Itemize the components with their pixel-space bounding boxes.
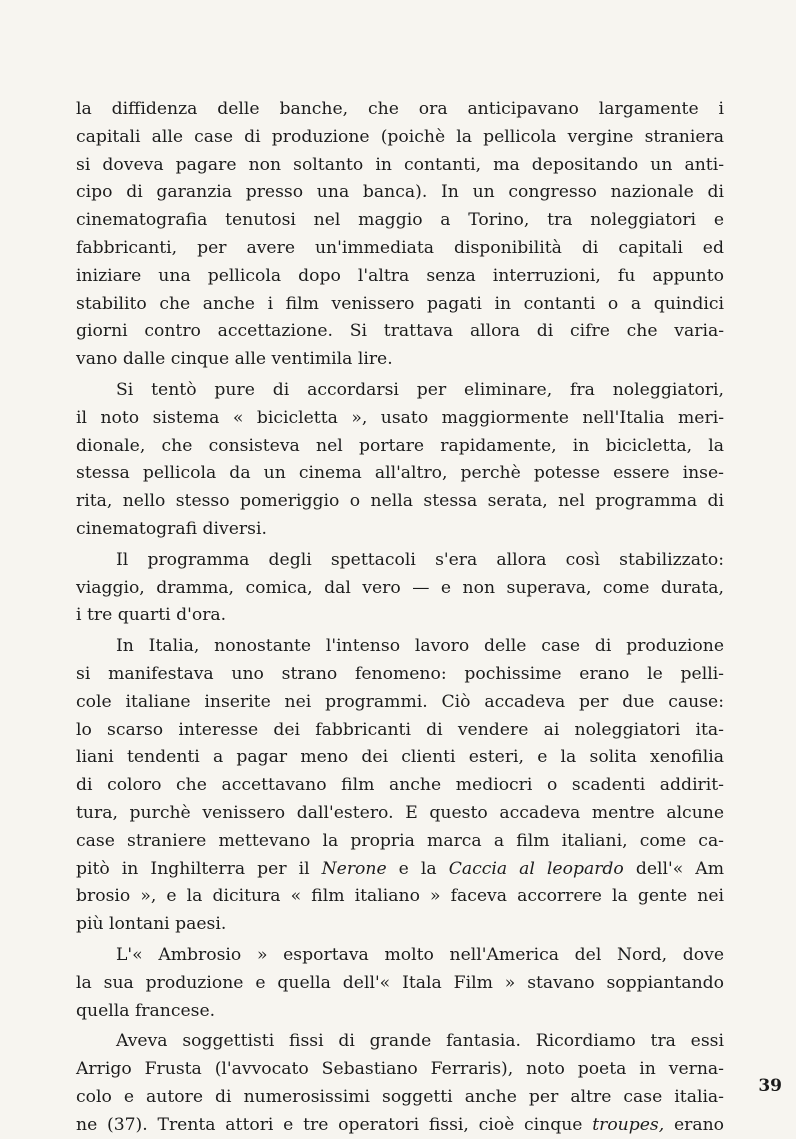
text-line: vano dalle cinque alle ventimila lire. bbox=[76, 349, 393, 370]
text-line: fabbricanti, per avere un'immediata disponibilità di capitali ed bbox=[76, 237, 724, 258]
text-fragment: erano bbox=[664, 1114, 724, 1135]
text-line: il noto sistema « bicicletta », usato maggiormente nell'Italia meri- bbox=[76, 407, 724, 428]
text-fragment: e la bbox=[386, 858, 449, 879]
page-number: 39 bbox=[758, 1076, 782, 1096]
text-line: di coloro che accettavano film anche mediocri o scadenti addirit- bbox=[76, 775, 724, 796]
text-line: capitali alle case di produzione (poichè la pellicola vergine straniera bbox=[76, 126, 724, 147]
text-line: stessa pellicola da un cinema all'altro, perchè potesse essere inse- bbox=[76, 463, 724, 484]
paragraph-4 bbox=[76, 633, 724, 939]
text-line: giorni contro accettazione. Si trattava allora di cifre che varia- bbox=[76, 321, 724, 342]
text-line: Si tentò pure di accordarsi per eliminare, fra noleggiatori, bbox=[116, 379, 724, 400]
paragraph-1 bbox=[76, 96, 724, 374]
text-line bbox=[76, 856, 724, 884]
text-line: cinematografia tenutosi nel maggio a Torino, tra noleggiatori e bbox=[76, 210, 724, 231]
text-line: si manifestava uno strano fenomeno: pochissime erano le pelli- bbox=[76, 663, 724, 684]
text-line: brosio », e la dicitura « film italiano » faceva accorrere la gente nei bbox=[76, 886, 724, 907]
text-line: Il programma degli spettacoli s'era allora così stabilizzato: bbox=[116, 549, 724, 570]
text-line: case straniere mettevano la propria marca a film italiani, come ca- bbox=[76, 830, 724, 851]
paragraph-5 bbox=[76, 942, 724, 1025]
text-line: cinematografi diversi. bbox=[76, 518, 267, 539]
paragraph-2 bbox=[76, 377, 724, 544]
text-line: la sua produzione e quella dell'« Itala Film » stavano soppiantando bbox=[76, 972, 724, 993]
text-line: Aveva soggettisti fissi di grande fantasia. Ricordiamo tra essi bbox=[116, 1031, 724, 1052]
text-fragment: pitò in Inghilterra per il bbox=[76, 858, 322, 879]
text-line: rita, nello stesso pomeriggio o nella stessa serata, nel programma di bbox=[76, 491, 724, 512]
text-line bbox=[76, 1112, 724, 1139]
italic-word-troupes: troupes, bbox=[592, 1114, 665, 1135]
text-line: L'« Ambrosio » esportava molto nell'America del Nord, dove bbox=[116, 944, 724, 965]
body-text bbox=[76, 96, 724, 1139]
text-line: In Italia, nonostante l'intenso lavoro delle case di produzione bbox=[116, 636, 724, 657]
text-line: la diffidenza delle banche, che ora anticipavano largamente i bbox=[76, 99, 724, 119]
film-title-nerone: Nerone bbox=[321, 858, 387, 879]
text-fragment: ne (37). Trenta attori e tre operatori fissi, cioè cinque bbox=[76, 1114, 593, 1135]
text-line: stabilito che anche i film venissero pagati in contanti o a quindici bbox=[76, 293, 724, 314]
text-line: cipo di garanzia presso una banca). In un congresso nazionale di bbox=[76, 182, 724, 203]
paragraph-3 bbox=[76, 547, 724, 630]
text-line: liani tendenti a pagar meno dei clienti esteri, e la solita xenofilia bbox=[76, 747, 724, 768]
text-line: quella francese. bbox=[76, 1000, 216, 1021]
film-title-caccia-al-leopardo: Caccia al leopardo bbox=[448, 858, 624, 879]
text-line: più lontani paesi. bbox=[76, 914, 227, 935]
text-line: i tre quarti d'ora. bbox=[76, 605, 227, 626]
text-line: viaggio, dramma, comica, dal vero — e non superava, come durata, bbox=[76, 577, 724, 598]
text-line: Arrigo Frusta (l'avvocato Sebastiano Ferraris), noto poeta in verna- bbox=[76, 1059, 724, 1080]
text-line: dionale, che consisteva nel portare rapidamente, in bicicletta, la bbox=[76, 435, 724, 456]
paragraph-6 bbox=[76, 1028, 724, 1139]
text-line: si doveva pagare non soltanto in contanti, ma depositando un anti- bbox=[76, 154, 724, 175]
text-line: lo scarso interesse dei fabbricanti di vendere ai noleggiatori ita- bbox=[76, 719, 724, 740]
text-line: colo e autore di numerosissimi soggetti anche per altre case italia- bbox=[76, 1086, 724, 1107]
text-fragment: dell'« Am bbox=[623, 858, 724, 879]
text-line: iniziare una pellicola dopo l'altra senza interruzioni, fu appunto bbox=[76, 265, 724, 286]
text-line: tura, purchè venissero dall'estero. E questo accadeva mentre alcune bbox=[76, 802, 724, 823]
text-line: cole italiane inserite nei programmi. Ciò accadeva per due cause: bbox=[76, 691, 724, 712]
